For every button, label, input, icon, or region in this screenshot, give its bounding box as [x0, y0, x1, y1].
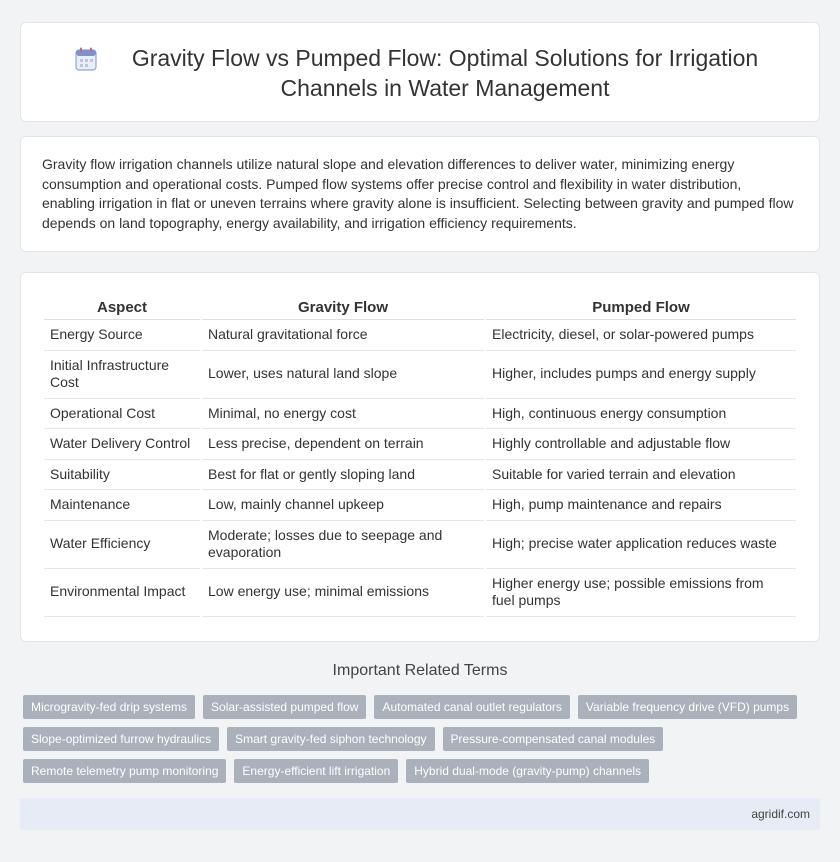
gravity-cell: Best for flat or gently sloping land [202, 460, 484, 491]
footer [20, 798, 820, 830]
pumped-cell: Higher, includes pumps and energy supply [486, 351, 796, 399]
gravity-cell: Moderate; losses due to seepage and evaporation [202, 521, 484, 569]
pumped-cell: Electricity, diesel, or solar-powered pumps [486, 320, 796, 351]
related-term-tag[interactable]: Microgravity-fed drip systems [23, 695, 195, 719]
tag-row [23, 759, 813, 783]
title-card [20, 22, 820, 122]
gravity-cell: Lower, uses natural land slope [202, 351, 484, 399]
aspect-cell: Energy Source [44, 320, 200, 351]
footer-site-link[interactable]: agridif.com [751, 807, 810, 821]
aspect-cell: Operational Cost [44, 399, 200, 430]
intro-card [20, 136, 820, 252]
pumped-cell: High, pump maintenance and repairs [486, 490, 796, 521]
table-row [44, 320, 796, 351]
table-header-row [44, 295, 796, 320]
gravity-cell: Natural gravitational force [202, 320, 484, 351]
gravity-cell: Less precise, dependent on terrain [202, 429, 484, 460]
related-term-tag[interactable]: Smart gravity-fed siphon technology [227, 727, 434, 751]
table-row [44, 460, 796, 491]
pumped-cell: Suitable for varied terrain and elevation [486, 460, 796, 491]
aspect-cell: Maintenance [44, 490, 200, 521]
pumped-cell: Higher energy use; possible emissions from fuel pumps [486, 569, 796, 617]
tag-row [23, 695, 813, 719]
related-term-tag[interactable]: Pressure-compensated canal modules [443, 727, 664, 751]
table-row [44, 351, 796, 399]
aspect-cell: Initial Infrastructure Cost [44, 351, 200, 399]
page-title: Gravity Flow vs Pumped Flow: Optimal Solutions for Irrigation Channels in Water Management [131, 45, 759, 101]
gravity-cell: Low energy use; minimal emissions [202, 569, 484, 617]
gravity-cell: Low, mainly channel upkeep [202, 490, 484, 521]
related-terms-heading: Important Related Terms [332, 662, 508, 679]
aspect-cell: Water Efficiency [44, 521, 200, 569]
related-term-tag[interactable]: Variable frequency drive (VFD) pumps [578, 695, 797, 719]
intro-paragraph: Gravity flow irrigation channels utilize natural slope and elevation differences to deliver water, minimizing energy consumption and operational costs. Pumped flow systems offer precise control and flexibility in water distribution, enabling irrigation in flat or uneven terrains where gravity alone is insufficient. Selecting between gravity and pumped flow depends on land topography, energy availability, and irrigation efficiency requirements. [42, 156, 794, 231]
tag-row [23, 727, 813, 751]
header-aspect: Aspect [44, 295, 200, 320]
table-row [44, 399, 796, 430]
header-pumped-flow: Pumped Flow [486, 295, 796, 320]
related-term-tag[interactable]: Slope-optimized furrow hydraulics [23, 727, 219, 751]
table-row [44, 490, 796, 521]
comparison-table-card [20, 272, 820, 642]
aspect-cell: Water Delivery Control [44, 429, 200, 460]
header-gravity-flow: Gravity Flow [202, 295, 484, 320]
aspect-cell: Environmental Impact [44, 569, 200, 617]
related-term-tag[interactable]: Automated canal outlet regulators [374, 695, 569, 719]
table-row [44, 569, 796, 617]
related-terms-tags [23, 695, 813, 791]
related-term-tag[interactable]: Energy-efficient lift irrigation [234, 759, 398, 783]
pumped-cell: Highly controllable and adjustable flow [486, 429, 796, 460]
related-term-tag[interactable]: Solar-assisted pumped flow [203, 695, 366, 719]
table-row [44, 429, 796, 460]
pumped-cell: High, continuous energy consumption [486, 399, 796, 430]
pumped-cell: High; precise water application reduces waste [486, 521, 796, 569]
gravity-cell: Minimal, no energy cost [202, 399, 484, 430]
related-term-tag[interactable]: Remote telemetry pump monitoring [23, 759, 226, 783]
comparison-table [42, 295, 798, 617]
table-row [44, 521, 796, 569]
related-term-tag[interactable]: Hybrid dual-mode (gravity-pump) channels [406, 759, 649, 783]
aspect-cell: Suitability [44, 460, 200, 491]
